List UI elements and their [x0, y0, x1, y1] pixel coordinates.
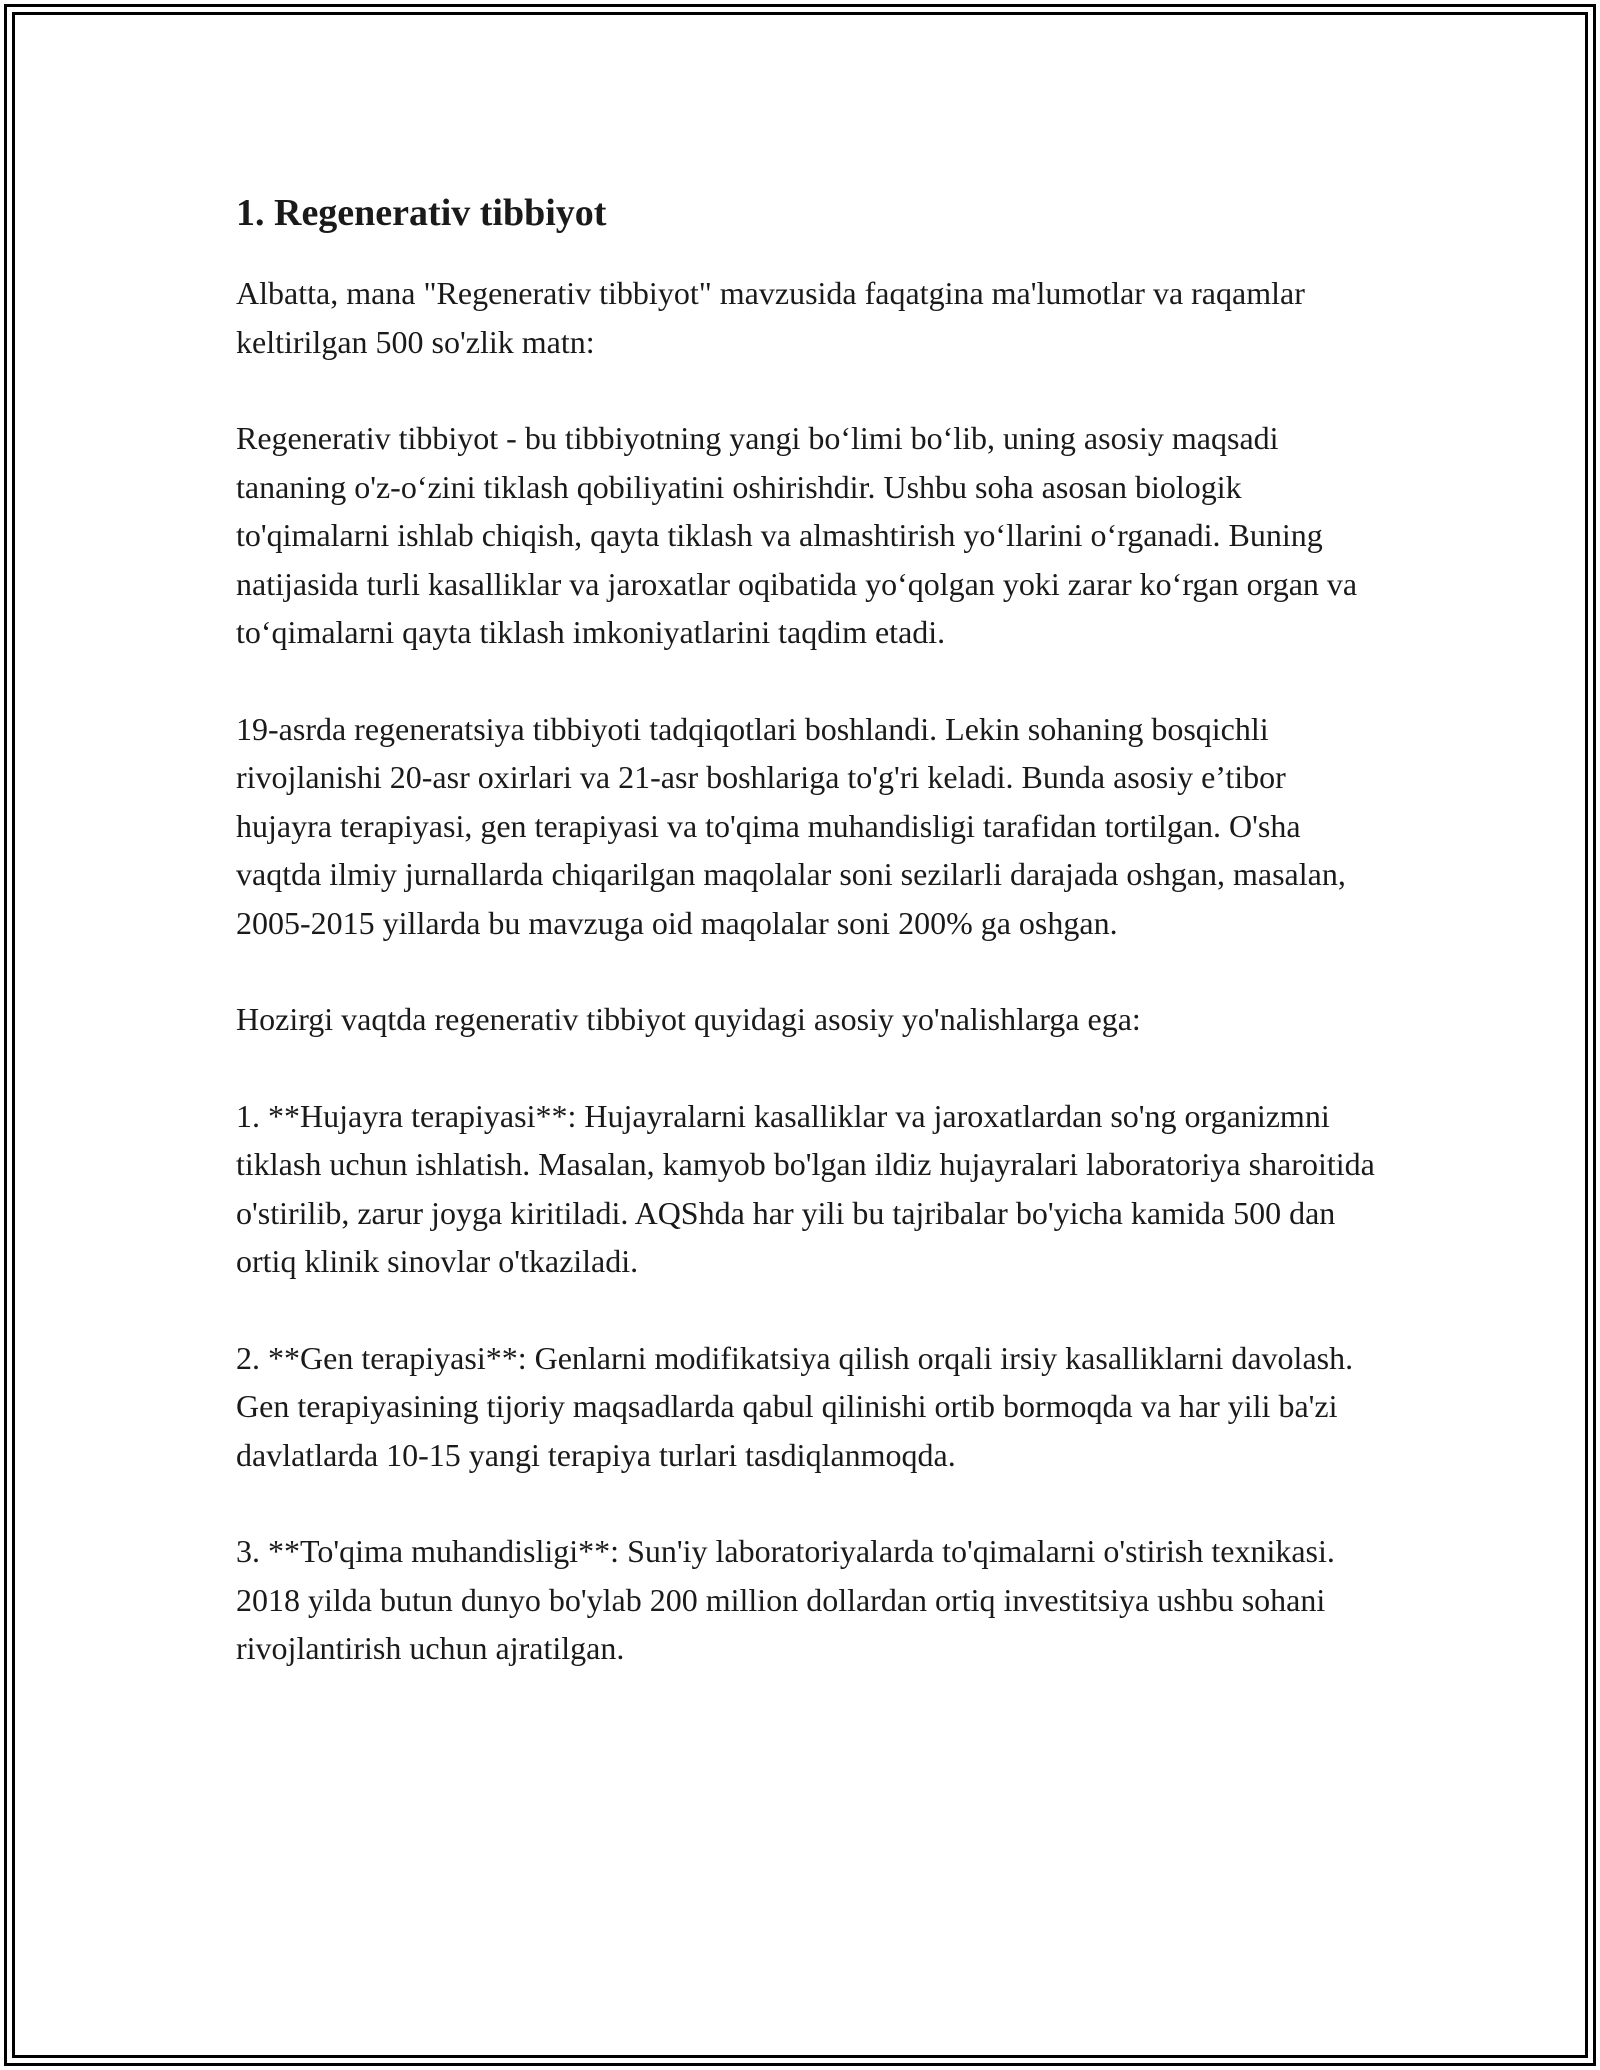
tissue-engineering-paragraph: 3. **To'qima muhandisligi**: Sun'iy laboratoriyalarda to'qimalarni o'stirish texnikasi. 2018 yilda butun dunyo bo'ylab 200 million dollardan ortiq investitsiya ushbu sohani rivojlantirish uchun ajratilgan.	[236, 1533, 1335, 1666]
history-paragraph: 19-asrda regeneratsiya tibbiyoti tadqiqotlari boshlandi. Lekin sohaning bosqichli rivojlanishi 20-asr oxirlari va 21-asr boshlariga to'g'ri keladi. Bunda asosiy e’tibor hujayra terapiyasi, gen terapiyasi va to'qima muhandisligi tarafidan tortilgan. O'sha vaqtda ilmiy jurnallarda chiqarilgan maqolalar soni sezilarli darajada oshgan, masalan, 2005-2015 yillarda bu mavzuga oid maqolalar soni 200% ga oshgan.	[236, 710, 1346, 941]
intro-paragraph: Albatta, mana "Regenerativ tibbiyot" mavzusida faqatgina ma'lumotlar va raqamlar keltirilgan 500 so'zlik matn:	[236, 275, 1305, 360]
definition-paragraph: Regenerativ tibbiyot - bu tibbiyotning yangi bo‘limi bo‘lib, uning asosiy maqsadi tananing o'z-o‘zini tiklash qobiliyatini oshirishdir. Ushbu soha asosan biologik to'qimalarni ishlab chiqish, qayta tiklash va almashtirish yo‘llarini o‘rganadi. Buning natijasida turli kasalliklar va jaroxatlar oqibatida yo‘qolgan yoki zarar ko‘rgan organ va to‘qimalarni qayta tiklash imkoniyatlarini taqdim etadi.	[236, 420, 1358, 650]
document-body	[236, 190, 1376, 1721]
directions-intro-paragraph: Hozirgi vaqtda regenerativ tibbiyot quyidagi asosiy yo'nalishlarga ega:	[236, 1001, 1141, 1037]
cell-therapy-paragraph: 1. **Hujayra terapiyasi**: Hujayralarni kasalliklar va jaroxatlardan so'ng organizmni tiklash uchun ishlatish. Masalan, kamyob bo'lgan ildiz hujayralari laboratoriya sharoitida o'stirilib, zarur joyga kiritiladi. AQShda har yili bu tajribalar bo'yicha kamida 500 dan ortiq klinik sinovlar o'tkaziladi.	[236, 1097, 1375, 1279]
gene-therapy-paragraph: 2. **Gen terapiyasi**: Genlarni modifikatsiya qilish orqali irsiy kasalliklarni davolash. Gen terapiyasining tijoriy maqsadlarda qabul qilinishi ortib bormoqda va har yili ba'zi davlatlarda 10-15 yangi terapiya turlari tasdiqlanmoqda.	[236, 1339, 1354, 1473]
document-title: 1. Regenerativ tibbiyot	[236, 192, 607, 234]
